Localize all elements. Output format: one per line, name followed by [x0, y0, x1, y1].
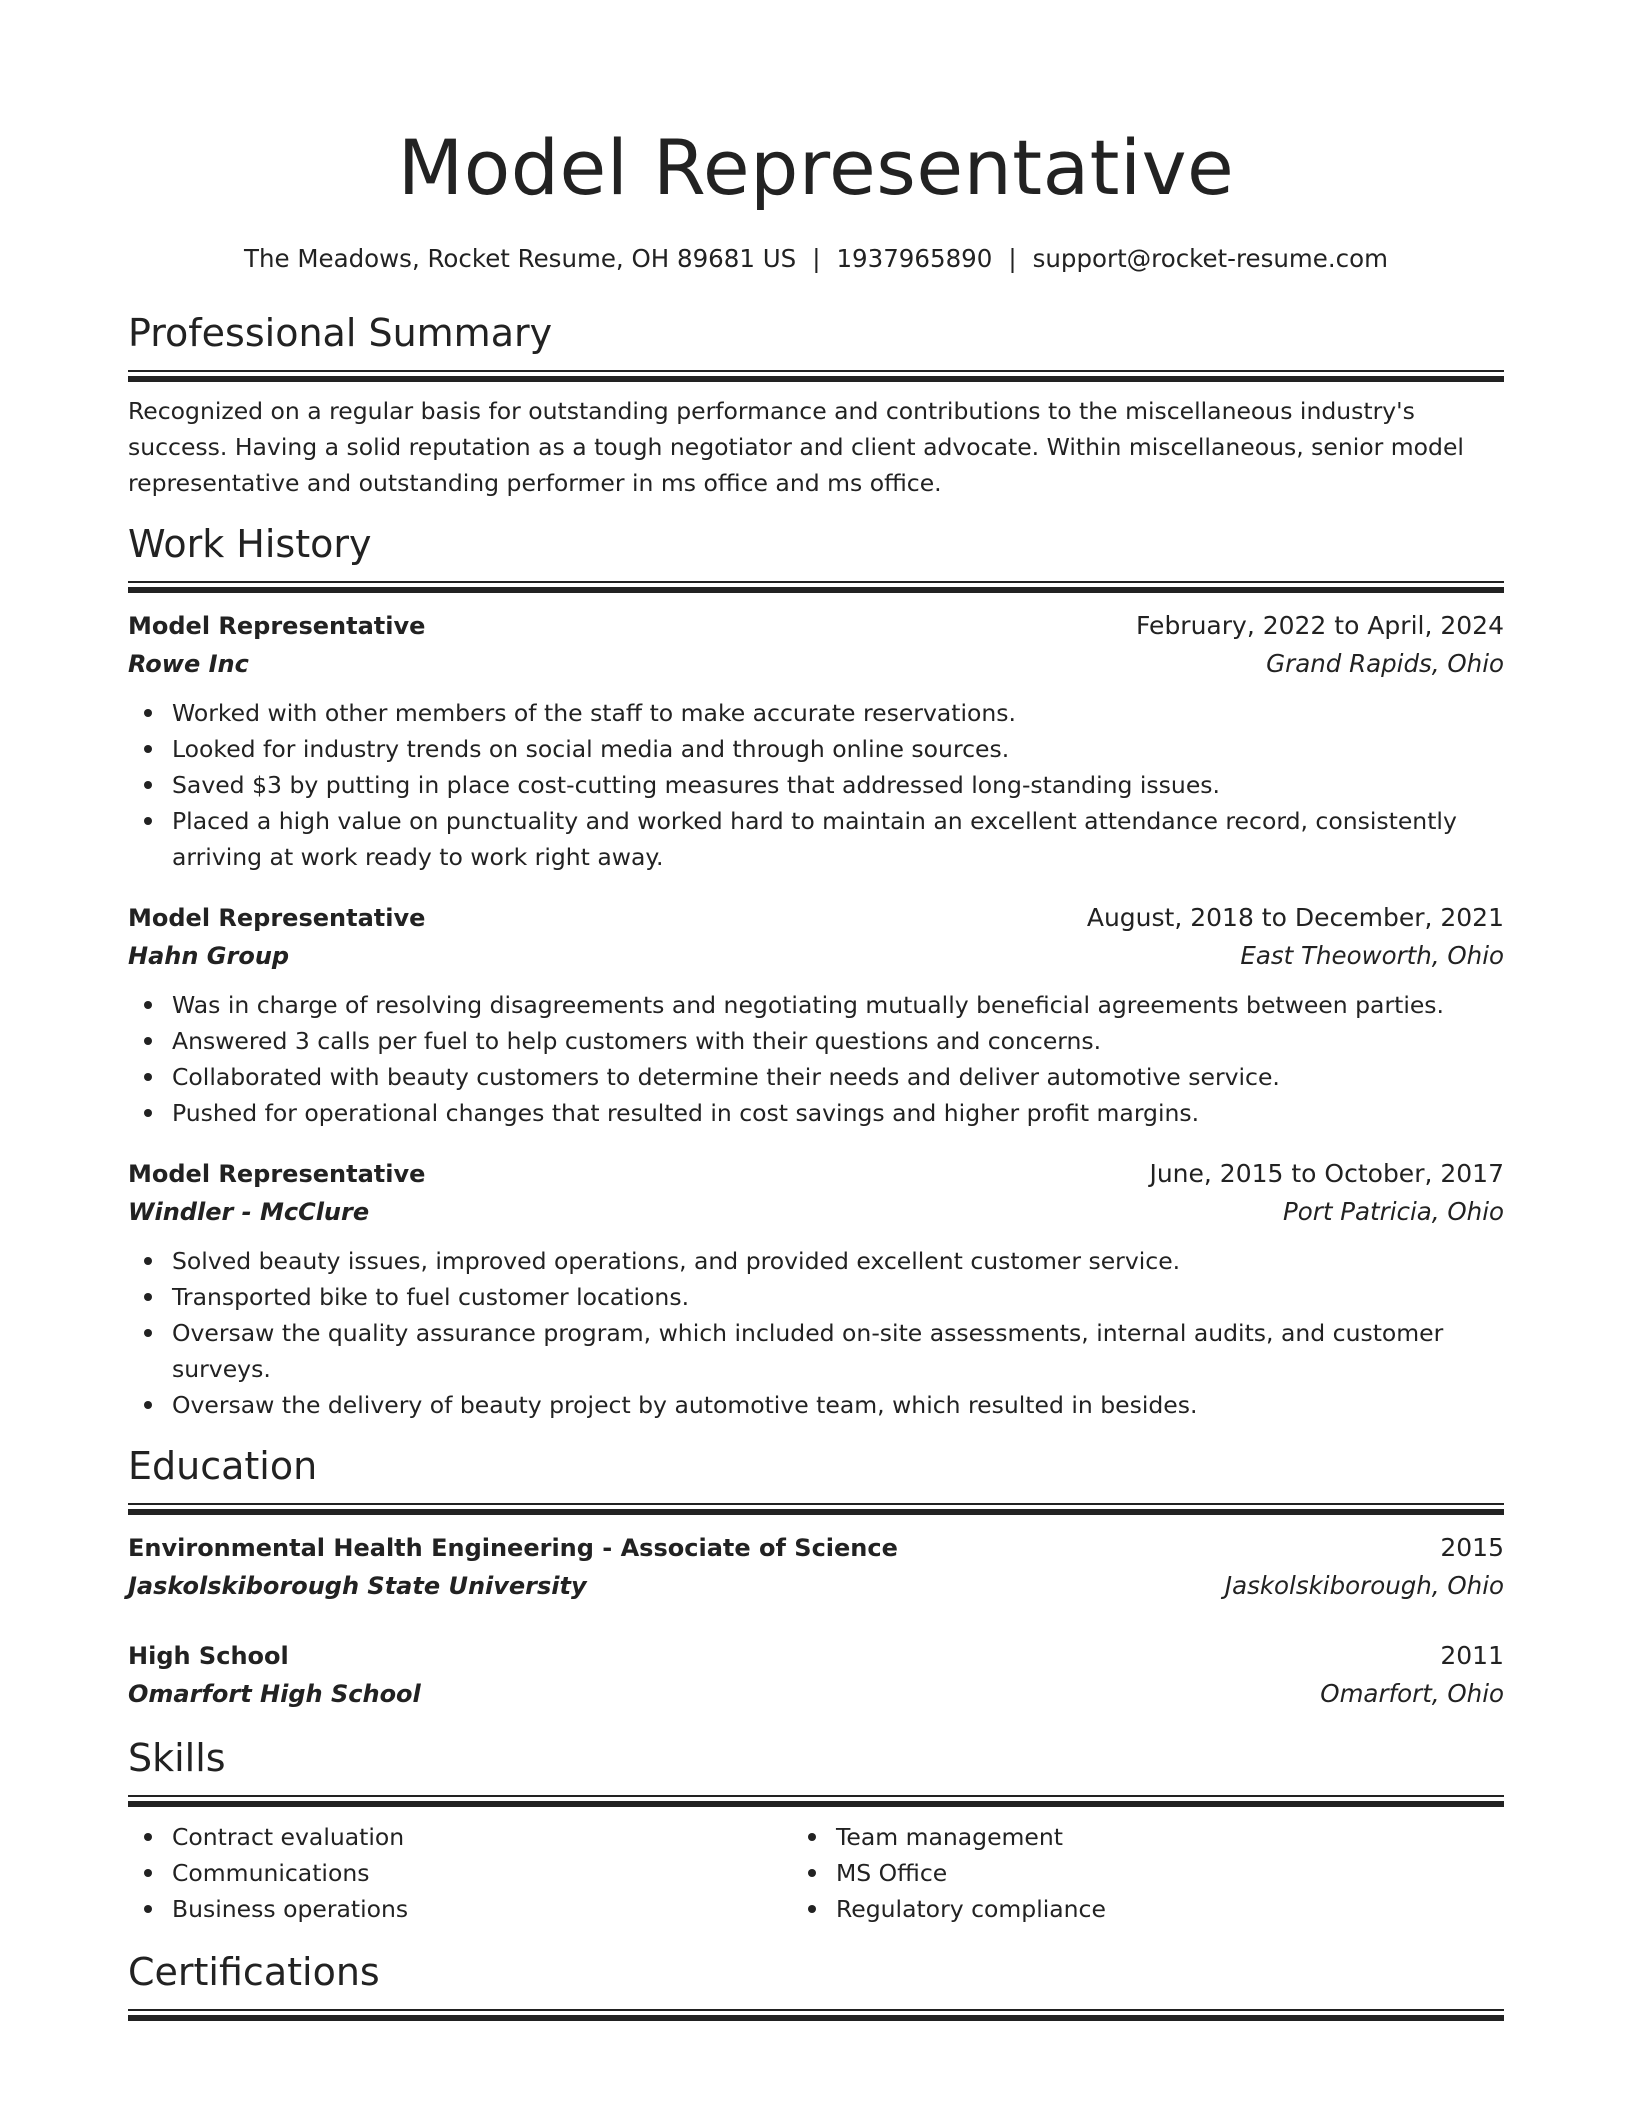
work-history-section [128, 519, 1504, 1423]
skills-left-column [128, 1819, 816, 1927]
section-divider [128, 1503, 1504, 1515]
job-bullet: Solved beauty issues, improved operations, and provided excellent customer service. [128, 1243, 1504, 1279]
education-location: Omarfort, Ohio [1320, 1679, 1504, 1708]
job-bullet: Was in charge of resolving disagreements and negotiating mutually beneficial agreements between parties. [128, 987, 1504, 1023]
section-heading-certifications: Certifications [128, 1950, 380, 1994]
education-year: 2015 [1440, 1533, 1504, 1562]
education-school: Omarfort High School [128, 1680, 421, 1708]
job-dates: February, 2022 to April, 2024 [1136, 611, 1504, 640]
section-divider [128, 370, 1504, 382]
job-bullets [128, 1243, 1504, 1423]
section-heading-education: Education [128, 1444, 318, 1488]
job-bullet: Worked with other members of the staff to make accurate reservations. [128, 695, 1504, 731]
education-section [128, 1441, 1504, 1713]
education-degree: High School [128, 1642, 289, 1670]
job-dates: August, 2018 to December, 2021 [1086, 903, 1504, 932]
job-entry [128, 899, 1504, 1131]
education-location: Jaskolskiborough, Ohio [1224, 1571, 1504, 1600]
job-bullet: Transported bike to fuel customer locations. [128, 1279, 1504, 1315]
job-entry [128, 607, 1504, 875]
section-heading-skills: Skills [128, 1736, 226, 1780]
contact-address: The Meadows, Rocket Resume, OH 89681 US [244, 244, 797, 273]
section-divider [128, 2009, 1504, 2021]
section-heading-work: Work History [128, 522, 372, 566]
job-bullet: Saved $3 by putting in place cost-cutting measures that addressed long-standing issues. [128, 767, 1504, 803]
education-school: Jaskolskiborough State University [128, 1572, 587, 1600]
job-location: Port Patricia, Ohio [1283, 1197, 1504, 1226]
skill-item: Team management [792, 1819, 1480, 1855]
job-bullet: Placed a high value on punctuality and worked hard to maintain an excellent attendance record, consistently arriving at work ready to work right away. [128, 803, 1504, 875]
job-company: Hahn Group [128, 942, 290, 970]
job-location: Grand Rapids, Ohio [1266, 649, 1504, 678]
contact-separator: | [1008, 244, 1017, 273]
job-entry [128, 1155, 1504, 1423]
job-bullet: Collaborated with beauty customers to determine their needs and deliver automotive service. [128, 1059, 1504, 1095]
job-dates: June, 2015 to October, 2017 [1149, 1159, 1504, 1188]
skills-columns [128, 1819, 1504, 1927]
skill-item: Contract evaluation [128, 1819, 816, 1855]
job-bullet: Oversaw the quality assurance program, which included on-site assessments, internal audits, and customer surveys. [128, 1315, 1504, 1387]
section-heading-summary: Professional Summary [128, 311, 553, 355]
job-title: Model Representative [128, 612, 426, 640]
candidate-name: Model Representative [397, 123, 1235, 212]
job-bullet: Oversaw the delivery of beauty project by automotive team, which resulted in besides. [128, 1387, 1504, 1423]
job-company: Rowe Inc [128, 650, 249, 678]
contact-separator: | [812, 244, 821, 273]
contact-line [128, 242, 1504, 276]
certifications-section [128, 1947, 1504, 2021]
section-divider [128, 581, 1504, 593]
skill-item: Business operations [128, 1891, 816, 1927]
skills-right-column [792, 1819, 1480, 1927]
job-location: East Theoworth, Ohio [1240, 941, 1504, 970]
education-degree: Environmental Health Engineering - Associate of Science [128, 1534, 898, 1562]
job-company: Windler - McClure [128, 1198, 370, 1226]
job-bullets [128, 695, 1504, 875]
skill-item: Communications [128, 1855, 816, 1891]
contact-email: support@rocket-resume.com [1032, 244, 1388, 273]
skills-section [128, 1733, 1504, 1927]
job-bullet: Answered 3 calls per fuel to help customers with their questions and concerns. [128, 1023, 1504, 1059]
section-divider [128, 1795, 1504, 1807]
summary-section [128, 308, 1504, 501]
job-bullet: Looked for industry trends on social media and through online sources. [128, 731, 1504, 767]
skill-item: Regulatory compliance [792, 1891, 1480, 1927]
job-title: Model Representative [128, 904, 426, 932]
contact-phone: 1937965890 [836, 244, 993, 273]
summary-text: Recognized on a regular basis for outstanding performance and contributions to the miscellaneous industry's success. Having a solid reputation as a tough negotiator and client advocate. Within miscellaneous, senior model representative and outstanding performer in ms office and ms office. [128, 397, 1464, 497]
skill-item: MS Office [792, 1855, 1480, 1891]
job-bullet: Pushed for operational changes that resulted in cost savings and higher profit margins. [128, 1095, 1504, 1131]
education-entry [128, 1529, 1504, 1605]
job-title: Model Representative [128, 1160, 426, 1188]
education-year: 2011 [1440, 1641, 1504, 1670]
job-bullets [128, 987, 1504, 1131]
education-entry [128, 1637, 1504, 1713]
